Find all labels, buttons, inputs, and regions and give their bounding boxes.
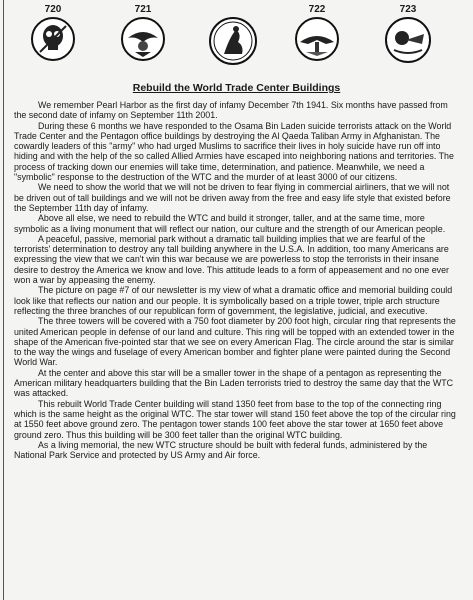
- paragraph: At the center and above this star will be a smaller tower in the shape of a pentagon as representing the American military headquarters building that the Bin Laden terrorists tried to destroy the same day that the WTC was attacked.: [14, 367, 454, 399]
- paragraph: Above all else, we need to rebuild the WTC and build it stronger, taller, and at the same time, more symbolic as a living monument that will reflect our nation, our culture and the strength of our American people.: [14, 213, 446, 234]
- emblem-722: [292, 4, 342, 62]
- paragraph: During these 6 months we have responded to the Osama Bin Laden suicide terrorists attack on the World Trade Center and the Pentagon office buildings by destroying the Al Qaeda Taliban Army in Afghanistan. The cowardly leaders of this "army" who had urged Muslims to sacrifice their lives in holy suicide have run off into hiding and with the help of the so called Allied Armies have escaped into neighboring nations and territories. The process of tracking down our enemies will take time, determination, and patience. Meanwhile, we need a "symbolic" response to the destruction of the WTC and the murder of at least 3000 of our citizens.: [14, 120, 454, 183]
- paragraph: This rebuilt World Trade Center building will stand 1350 feet from base to the top of the connecting ring which is the same height as the original WTC. The star tower will stand 150 feet above the top of the circular ring at 1550 feet above ground zero. The pentagon tower stands 100 feet above the star tower at 1650 feet above ground zero. Thus this building will be 300 feet taller than the original WTC building.: [14, 398, 456, 440]
- emblem-720: [28, 4, 78, 62]
- emblem-number: 722: [308, 4, 326, 15]
- paragraph: A peaceful, passive, memorial park without a dramatic tall building implies that we are fearful of the terrorists' determination to destroy any tall building anywhere in the U.S.A. In addition, too many Americans are expressing the view that we can't win this war because we are powerless to stop the terrorists in their insane desire to destroy the America we know and love. This attitude leads to a form of appeasement and no one ever won a war by appeasing the enemy.: [14, 233, 449, 286]
- paragraph: We need to show the world that we will not be driven to fear flying in commercial airliners, that we will not be driven out of tall buildings and we will not be driven away from the free and easy life style that existed before the September 11th day of infamy.: [14, 182, 451, 213]
- plane-icon: [294, 16, 340, 62]
- emblem-721: [118, 4, 168, 62]
- squadron-emblems: [0, 4, 473, 76]
- pilot-icon: [384, 16, 432, 64]
- skull-icon: [30, 16, 76, 62]
- emblem-number: 721: [134, 4, 152, 15]
- emblem-figure: [206, 4, 260, 66]
- paragraph: The three towers will be covered with a 750 foot diameter by 200 foot high, circular ring that represents the united American people in defense of our land and culture. This ring will be topped with an extended tower in the shape of the American five-pointed star that we see on every American Flag. The circle around the star is similar to the way the wings and fuselage of every American bomber and fighter plane were painted during the Second World War.: [14, 316, 456, 368]
- emblem-number: [206, 4, 260, 16]
- article-title: Rebuild the World Trade Center Buildings: [132, 82, 341, 94]
- article-body: [14, 100, 460, 460]
- emblem-723: [382, 4, 434, 64]
- emblem-number: 720: [44, 4, 62, 15]
- paragraph: The picture on page #7 of our newsletter is my view of what a dramatic office and memorial building could look like that reflects our nation and our people. It is symbolically based on a triple tower, triple arch structure reflecting the three branches of our republican form of government, the legislative, judicial, and executive.: [14, 285, 453, 316]
- figure-icon: [208, 16, 258, 66]
- emblem-number: 723: [399, 4, 417, 15]
- eagle-icon: [120, 16, 166, 62]
- paragraph: As a living memorial, the new WTC structure should be built with federal funds, administered by the National Park Service and protected by US Army and Air force.: [14, 439, 428, 461]
- paragraph: We remember Pearl Harbor as the first day of infamy December 7th 1941. Six months have passed from the second date of infamy on September 11th 2001.: [14, 100, 448, 121]
